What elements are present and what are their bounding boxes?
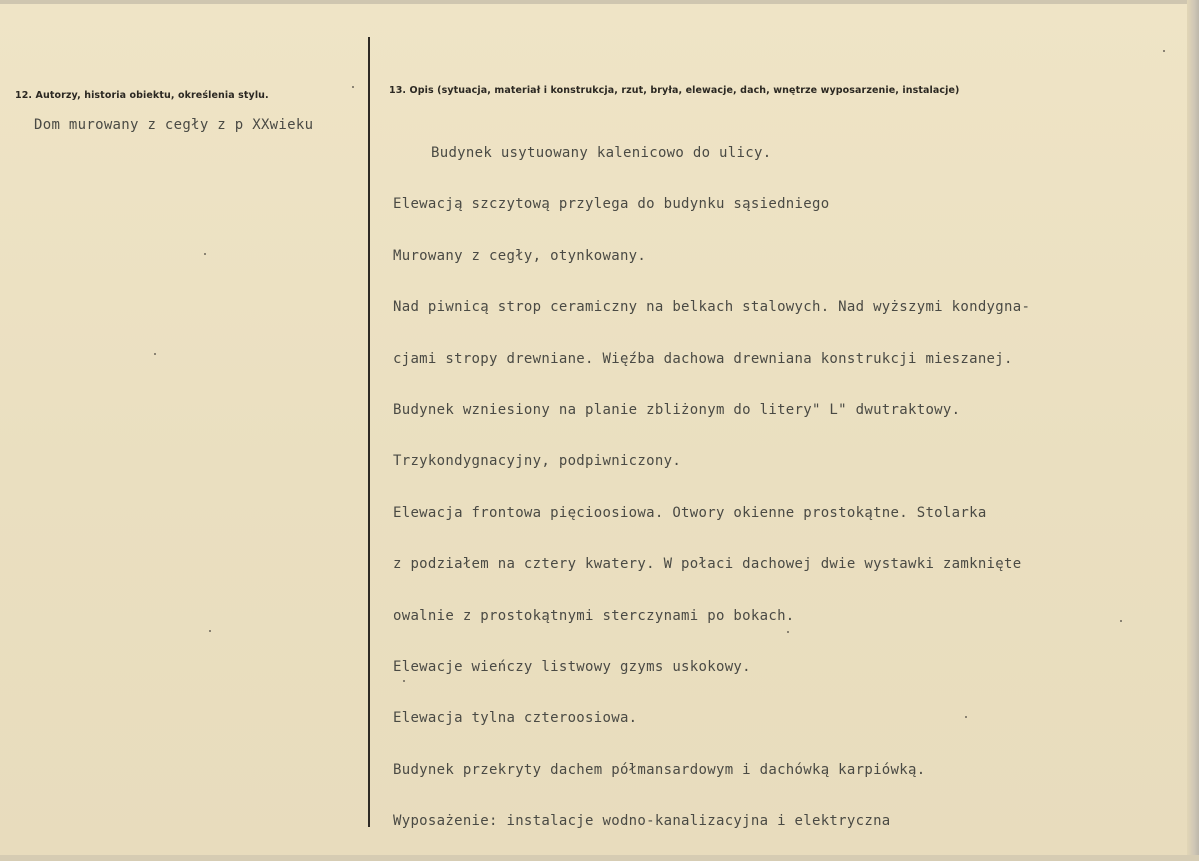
field-13-description [393, 112, 1030, 861]
description-line: owalnie z prostokątnymi sterczynami po bokach. [393, 607, 795, 624]
description-line: Budynek usytuowany kalenicowo do ulicy. [431, 145, 772, 161]
scan-edge-right [1187, 0, 1199, 861]
description-line: Elewacją szczytową przylega do budynku sąsiedniego [393, 196, 830, 213]
description-line: Murowany z cegły, otynkowany. [393, 247, 647, 264]
paper-speck [1163, 50, 1165, 52]
paper-speck [403, 680, 405, 682]
description-line: Elewacja frontowa pięcioosiowa. Otwory okienne prostokątne. Stolarka [393, 504, 987, 521]
paper-speck [209, 630, 211, 632]
field-12-label: 12. Autorzy, historia obiektu, określenia stylu. [15, 90, 269, 101]
paper-speck [204, 253, 206, 255]
description-line: Wyposażenie: instalacje wodno-kanalizacyjna i elektryczna [393, 813, 891, 830]
field-12-value: Dom murowany z cegły z p XXwieku [34, 117, 314, 133]
description-line: z podziałem na cztery kwatery. W połaci dachowej dwie wystawki zamknięte [393, 556, 1022, 573]
description-line: Trzykondygnacyjny, podpiwniczony. [393, 453, 682, 470]
description-line: Budynek przekryty dachem półmansardowym i dachówką karpiówką. [393, 761, 926, 778]
paper-speck [965, 716, 967, 718]
description-line: Nad piwnicą strop ceramiczny na belkach stalowych. Nad wyższymi kondygna- [393, 299, 1031, 316]
paper-speck [352, 86, 354, 88]
paper-speck [1120, 620, 1122, 622]
paper-speck [154, 353, 156, 355]
scan-edge-top [0, 0, 1199, 4]
field-13-label: 13. Opis (sytuacja, materiał i konstrukcja, rzut, bryła, elewacje, dach, wnętrze wyposarzenie, instalacje) [389, 85, 960, 96]
description-line: Elewacje wieńczy listwowy gzyms uskokowy. [393, 658, 751, 675]
column-divider [368, 37, 370, 827]
description-line: Elewacja tylna czteroosiowa. [393, 710, 638, 727]
paper-speck [787, 631, 789, 633]
description-line: cjami stropy drewniane. Więźba dachowa drewniana konstrukcji mieszanej. [393, 350, 1013, 367]
description-line: Budynek wzniesiony na planie zbliżonym do litery" L" dwutraktowy. [393, 401, 961, 418]
